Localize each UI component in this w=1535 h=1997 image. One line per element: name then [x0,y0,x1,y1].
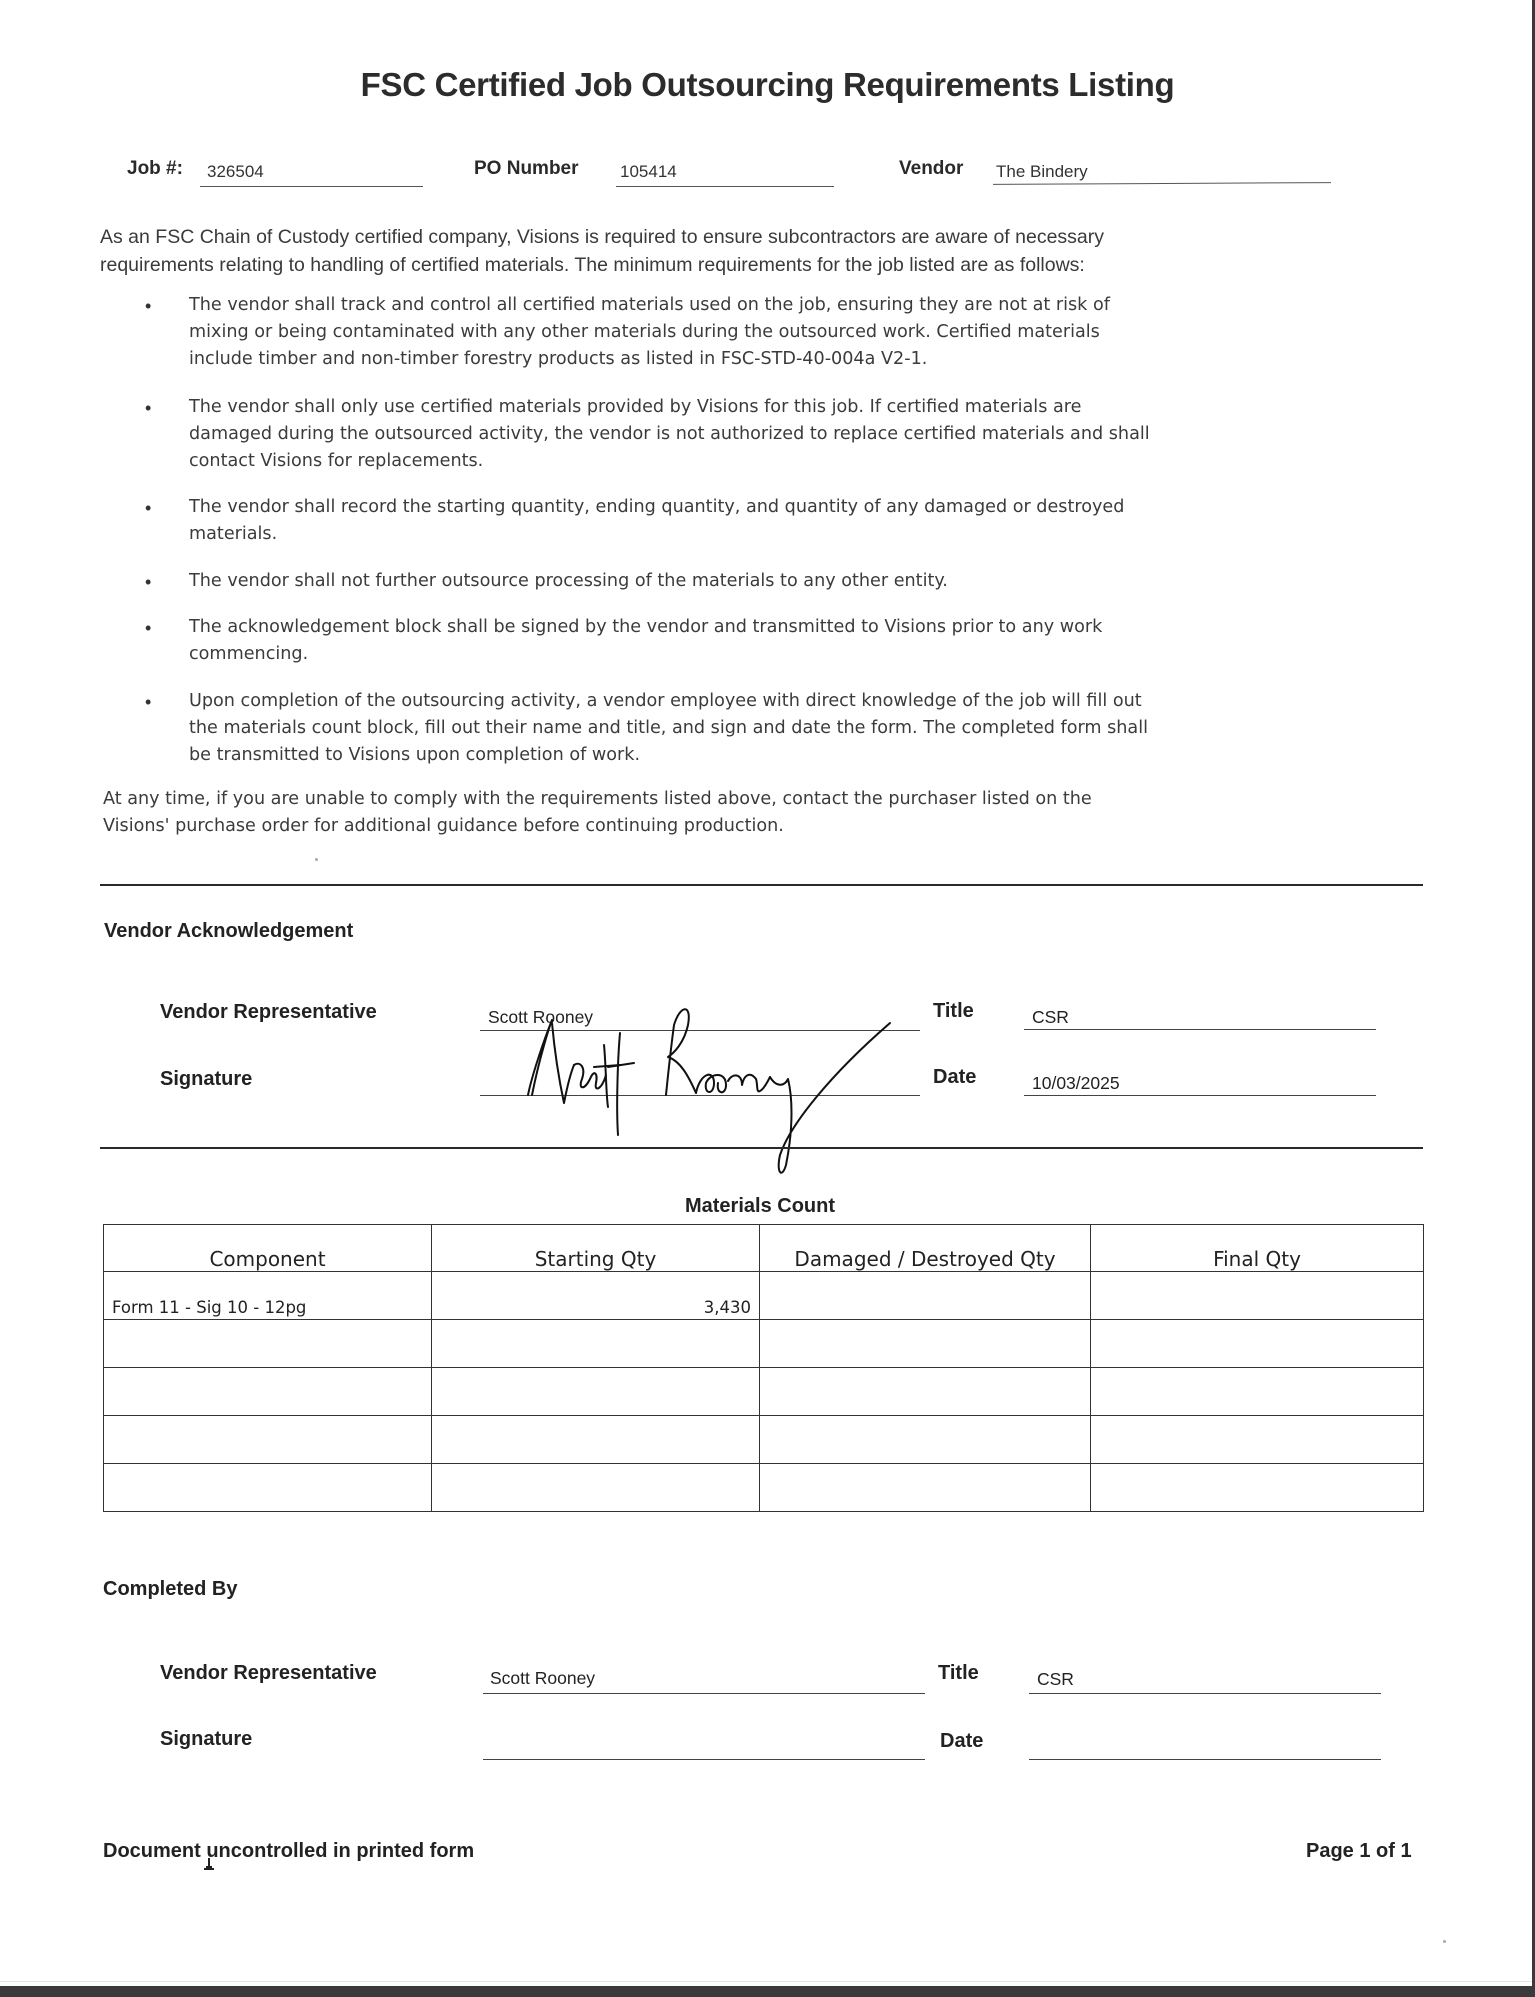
completed-rep-value[interactable]: Scott Rooney [490,1668,596,1688]
vendor-label: Vendor [899,158,964,179]
requirement-line: The acknowledgement block shall be signed by the vendor and transmitted to Visions prior to any work [189,617,1103,637]
table-header-row [104,1225,1424,1272]
final-qty-cell[interactable] [1091,1320,1424,1368]
requirement-line: Upon completion of the outsourcing activity, a vendor employee with direct knowledge of the job will fill out [189,691,1142,711]
completed-rep-underline [483,1693,925,1694]
closing-paragraph [103,786,1423,840]
ack-title-underline [1024,1029,1376,1030]
ack-signature-label: Signature [160,1068,253,1090]
table-row [104,1272,1424,1320]
closing-line: Visions' purchase order for additional guidance before continuing production. [103,816,784,836]
requirement-line: The vendor shall not further outsource processing of the materials to any other entity. [189,571,948,591]
component-cell[interactable] [104,1320,432,1368]
scan-speck [315,858,318,861]
document-title: FSC Certified Job Outsourcing Requirements Listing [360,66,1175,103]
component-cell[interactable]: Form 11 - Sig 10 - 12pg [104,1272,432,1320]
materials-count-table [103,1224,1424,1512]
ack-title-label: Title [933,1000,974,1022]
section-divider [100,1147,1423,1149]
table-row [104,1464,1424,1512]
page-bottom-edge [0,1981,1532,1982]
starting-qty-cell[interactable]: 3,430 [432,1272,760,1320]
requirement-line: contact Visions for replacements. [189,451,484,471]
completed-title-underline [1029,1693,1381,1694]
completed-by-heading: Completed By [103,1578,238,1600]
table-row [104,1368,1424,1416]
completed-rep-label: Vendor Representative [160,1662,377,1684]
starting-qty-cell[interactable] [432,1464,760,1512]
requirement-line: materials. [189,524,278,544]
ack-rep-value[interactable]: Scott Rooney [488,1007,594,1027]
ack-date-underline [1024,1095,1376,1096]
component-cell[interactable] [104,1368,432,1416]
completed-title-label: Title [938,1662,979,1684]
damaged-qty-cell[interactable] [760,1272,1091,1320]
bullet-icon: • [145,618,152,638]
completed-title-value[interactable]: CSR [1037,1669,1074,1689]
starting-qty-cell[interactable] [432,1368,760,1416]
viewer-bottom-band [0,1986,1535,1997]
requirement-line: The vendor shall record the starting quantity, ending quantity, and quantity of any damaged or destroyed [189,497,1125,517]
footer-uncontrolled-note: Document uncontrolled in printed form [103,1840,475,1862]
component-cell[interactable] [104,1464,432,1512]
bullet-icon: • [145,398,152,418]
po-number-label: PO Number [474,158,579,179]
bullet-icon: • [145,296,152,316]
ack-date-label: Date [933,1066,977,1088]
table-row [104,1416,1424,1464]
column-header-damaged-qty: Damaged / Destroyed Qty [760,1225,1091,1272]
requirement-line: The vendor shall track and control all certified materials used on the job, ensuring they are not at risk of [189,295,1110,315]
materials-count-caption: Materials Count [684,1195,836,1217]
vendor-value[interactable]: The Bindery [996,162,1088,181]
closing-line: At any time, if you are unable to comply with the requirements listed above, contact the purchaser listed on the [103,789,1092,809]
page-number: Page 1 of 1 [1306,1840,1412,1862]
final-qty-cell[interactable] [1091,1416,1424,1464]
requirement-line: The vendor shall only use certified materials provided by Visions for this job. If certified materials are [189,397,1082,417]
intro-paragraph [100,224,1430,279]
ack-title-value[interactable]: CSR [1032,1007,1069,1027]
po-number-underline [616,186,834,187]
intro-line: requirements relating to handling of certified materials. The minimum requirements for the job listed are as follows: [100,254,1085,276]
final-qty-cell[interactable] [1091,1464,1424,1512]
column-header-final-qty: Final Qty [1091,1225,1424,1272]
requirement-line: damaged during the outsourced activity, the vendor is not authorized to replace certified materials and shall [189,424,1150,444]
job-number-underline [200,186,423,187]
completed-date-underline [1029,1759,1381,1760]
column-header-component: Component [104,1225,432,1272]
bullet-icon: • [145,692,152,712]
damaged-qty-cell[interactable] [760,1416,1091,1464]
requirement-line: the materials count block, fill out their name and title, and sign and date the form. The completed form shall [189,718,1148,738]
damaged-qty-cell[interactable] [760,1320,1091,1368]
section-divider [100,884,1423,886]
intro-line: As an FSC Chain of Custody certified company, Visions is required to ensure subcontractors are aware of necessary [100,226,1105,248]
completed-signature-underline [483,1759,925,1760]
vendor-acknowledgement-heading: Vendor Acknowledgement [104,920,354,942]
job-number-value[interactable]: 326504 [207,162,264,181]
component-cell[interactable] [104,1416,432,1464]
scan-speck [1443,1940,1446,1943]
starting-qty-cell[interactable] [432,1320,760,1368]
final-qty-cell[interactable] [1091,1368,1424,1416]
job-number-label: Job #: [127,158,183,179]
completed-signature-label: Signature [160,1728,253,1750]
handwritten-signature-icon[interactable] [470,995,930,1180]
final-qty-cell[interactable] [1091,1272,1424,1320]
requirement-line: include timber and non-timber forestry products as listed in FSC-STD-40-004a V2-1. [189,349,928,369]
requirement-line: mixing or being contaminated with any other materials during the outsourced work. Certified materials [189,322,1100,342]
starting-qty-cell[interactable] [432,1416,760,1464]
vendor-underline [993,182,1331,185]
damaged-qty-cell[interactable] [760,1368,1091,1416]
damaged-qty-cell[interactable] [760,1464,1091,1512]
requirement-line: be transmitted to Visions upon completion of work. [189,745,641,765]
ack-rep-label: Vendor Representative [160,1001,377,1023]
po-number-value[interactable]: 105414 [620,162,677,181]
bullet-icon: • [145,572,152,592]
table-row [104,1320,1424,1368]
requirement-line: commencing. [189,644,309,664]
ack-date-value[interactable]: 10/03/2025 [1032,1073,1120,1093]
bullet-icon: • [145,498,152,518]
column-header-starting-qty: Starting Qty [432,1225,760,1272]
text-cursor-icon [203,1858,215,1870]
completed-date-label: Date [940,1730,984,1752]
